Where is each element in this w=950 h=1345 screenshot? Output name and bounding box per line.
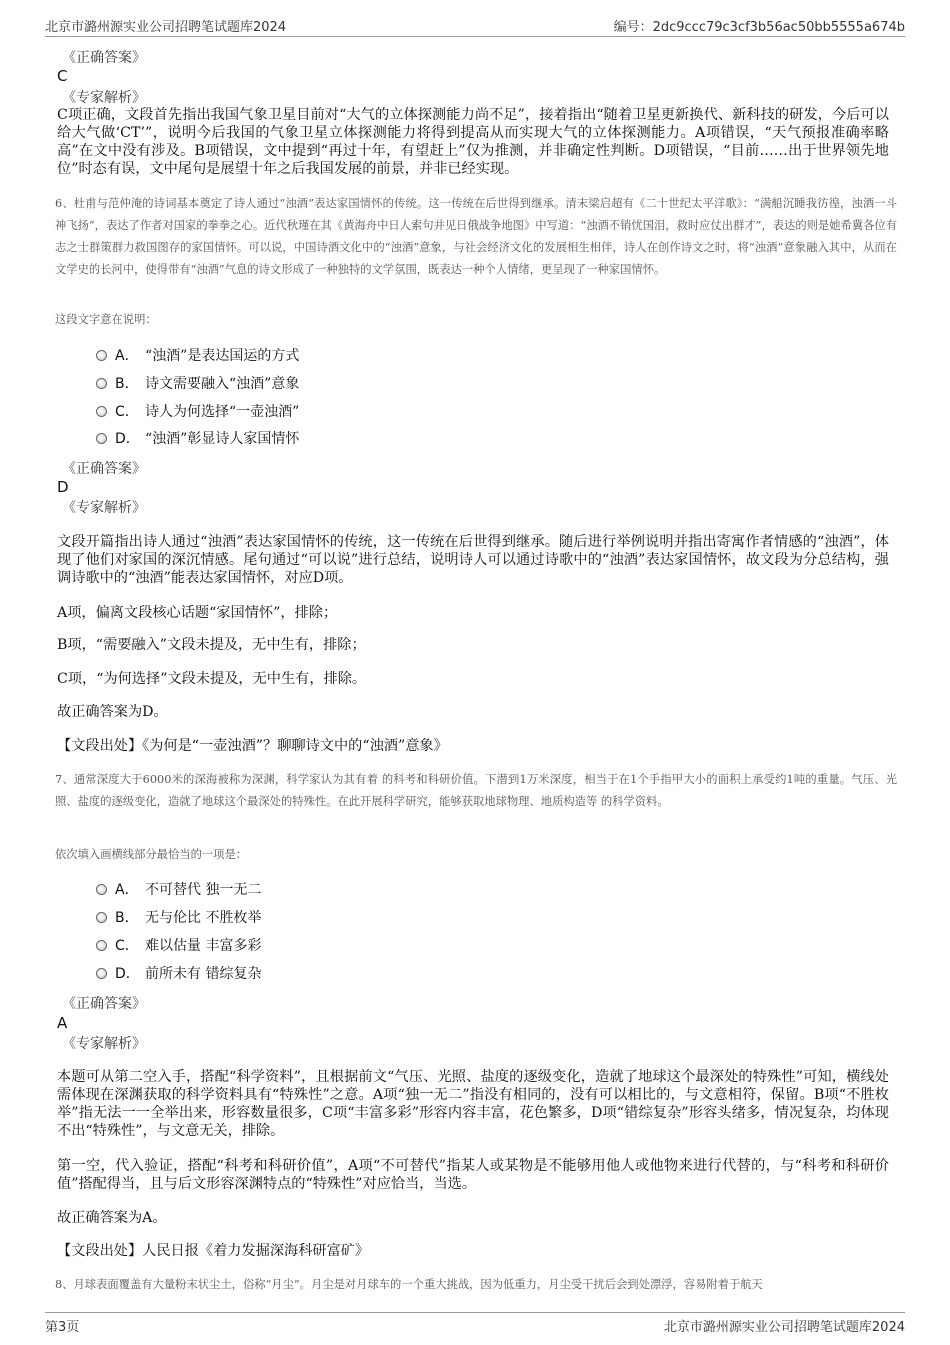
option-c[interactable] (96, 935, 261, 955)
header-serial: 编号：2dc9ccc79c3cf3b56ac50bb5555a674b (613, 20, 905, 35)
question-text: 8、月球表面覆盖有大量粉末状尘土，俗称“月尘”。月尘是对月球车的一个重大挑战，因为低重力，月尘受干扰后会到处漂浮，容易附着于航天 (55, 1278, 763, 1291)
option-c[interactable] (96, 401, 299, 421)
page-footer (45, 1312, 905, 1337)
option-letter: D． (115, 431, 140, 447)
option-text: 无与伦比 不胜枚举 (145, 910, 262, 926)
header-title: 北京市潞州源实业公司招聘笔试题库2024 (45, 20, 287, 35)
option-a[interactable] (96, 345, 299, 365)
radio-icon[interactable] (96, 884, 107, 895)
analysis-text: 文段开篇指出诗人通过“浊酒”表达家国情怀的传统，这一传统在后世得到继承。随后进行举例说明并指出寄寓作者情感的“浊酒”，体现了他们对家国的深沉情感。尾句通过“可以说”进行总结，说明诗人可以通过诗歌中的“浊酒”表达家国情怀，故文段为分总结构，强调诗歌中的“浊酒”能表达家国情怀，对应D项。 (57, 534, 889, 586)
option-text: “浊酒”彰显诗人家国情怀 (145, 431, 300, 447)
analysis-text: C项，“为何选择”文段未提及，无中生有，排除。 (57, 671, 367, 687)
analysis-text: 本题可从第二空入手，搭配“科学资料”，且根据前文“气压、光照、盐度的逐级变化，造就了地球这个最深处的特殊性”可知，横线处需体现在深渊获取的科学资料具有“特殊性”之意。A项“独一无二”指没有相同的，没有可以相比的，与文意相符，保留。B项“不胜枚举”指无法一一全举出来，形容数量很多，C项“丰富多彩”形容内容丰富，花色繁多，D项“错综复杂”形容头绪多，情况复杂，均体现不出“特殊性”，与文意无关，排除。 (57, 1069, 889, 1139)
source-citation: 【文段出处】《为何是“一壶浊酒”？聊聊诗文中的“浊酒”意象》 (57, 738, 448, 754)
option-letter: B． (115, 910, 139, 926)
answer-label: 《正确答案》 (62, 50, 146, 66)
option-letter: D． (115, 966, 140, 982)
option-text: 前所未有 错综复杂 (145, 966, 262, 982)
option-text: 诗文需要融入“浊酒”意象 (145, 376, 300, 392)
question-text: 6、杜甫与范仲淹的诗词基本奠定了诗人通过“浊酒”表达家国情怀的传统。这一传统在后世得到继承。清末梁启超有《二十世纪太平洋歌》：“满船沉睡我彷徨，浊酒一斗神飞扬”，表达了作者对国家的拳拳之心。近代秋瑾在其《黄海舟中日人索句并见日俄战争地图》中写道：“浊酒不销忧国泪，救时应仗出群才”，表达的则是她希冀各位有志之士群策群力救国图存的家国情怀。可以说，中国诗酒文化中的“浊酒”意象，与社会经济文化的发展相生相伴，诗人在创作诗文之时，将“浊酒”意象融入其中，从而在文学史的长河中，使得带有“浊酒”气息的诗文形成了一种独特的文学氛围，既表达一种个人情绪，更呈现了一种家国情怀。 (55, 197, 898, 276)
radio-icon[interactable] (96, 433, 107, 444)
radio-icon[interactable] (96, 406, 107, 417)
option-text: 难以估量 丰富多彩 (145, 938, 262, 954)
answer-value: D (57, 478, 69, 496)
option-letter: C． (115, 404, 139, 420)
radio-icon[interactable] (96, 912, 107, 923)
option-letter: A． (115, 348, 139, 364)
option-text: 不可替代 独一无二 (145, 882, 262, 898)
option-letter: A． (115, 882, 139, 898)
answer-label: 《正确答案》 (62, 461, 146, 477)
radio-icon[interactable] (96, 968, 107, 979)
question-prompt: 依次填入画横线部分最恰当的一项是： (55, 848, 248, 861)
option-d[interactable] (96, 428, 299, 448)
analysis-text: A项，偏离文段核心话题“家国情怀”，排除； (57, 605, 338, 621)
option-text: 诗人为何选择“一壶浊酒” (145, 404, 300, 420)
analysis-text: C项正确，文段首先指出我国气象卫星目前对“大气的立体探测能力尚不足”，接着指出“随着卫星更新换代、新科技的研发，今后可以给大气做‘CT’”，说明今后我国的气象卫星立体探测能力将得到提高从而实现大气的立体探测能力。A项错误，“天气预报准确率略高”在文中没有涉及。B项错误，文中提到“再过十年，有望赶上”仅为推测，并非确定性判断。D项错误，“目前……出于世界领先地位”时态有误，文中尾句是展望十年之后我国发展的前景，并非已经实现。 (57, 107, 889, 177)
option-a[interactable] (96, 879, 261, 899)
analysis-text: 故正确答案为D。 (57, 704, 168, 720)
option-b[interactable] (96, 373, 299, 393)
page-number: 第3页 (45, 1320, 80, 1335)
option-d[interactable] (96, 963, 261, 983)
answer-value: A (57, 1014, 68, 1032)
option-text: “浊酒”是表达国运的方式 (145, 348, 300, 364)
page-header (45, 10, 905, 37)
footer-title: 北京市潞州源实业公司招聘笔试题库2024 (663, 1320, 905, 1335)
source-citation: 【文段出处】人民日报《着力发掘深海科研富矿》 (57, 1243, 370, 1259)
analysis-text: 第一空，代入验证，搭配“科考和科研价值”，A项“不可替代”指某人或某物是不能够用他人或他物来进行代替的，与“科考和科研价值”搭配得当，且与后文形容深渊特点的“特殊性”对应恰当，当选。 (57, 1158, 889, 1192)
analysis-label: 《专家解析》 (62, 1036, 146, 1052)
radio-icon[interactable] (96, 350, 107, 361)
analysis-text: B项，“需要融入”文段未提及，无中生有，排除； (57, 637, 366, 653)
option-b[interactable] (96, 907, 261, 927)
answer-label: 《正确答案》 (62, 996, 146, 1012)
answer-value: C (57, 67, 68, 85)
option-letter: C． (115, 938, 139, 954)
analysis-label: 《专家解析》 (62, 500, 146, 516)
radio-icon[interactable] (96, 378, 107, 389)
analysis-label: 《专家解析》 (62, 90, 146, 106)
question-text: 7、通常深度大于6000米的深海被称为深渊，科学家认为其有着 的科考和科研价值。下潜到1万米深度，相当于在1个手指甲大小的面积上承受约1吨的重量。气压、光照、盐度的逐级变化，造就了地球这个最深处的特殊性。在此开展科学研究，能够获取地球物理、地质构造等 的科学资料。 (55, 773, 897, 808)
option-letter: B． (115, 376, 139, 392)
radio-icon[interactable] (96, 940, 107, 951)
analysis-text: 故正确答案为A。 (57, 1210, 167, 1226)
question-prompt: 这段文字意在说明： (55, 313, 157, 326)
